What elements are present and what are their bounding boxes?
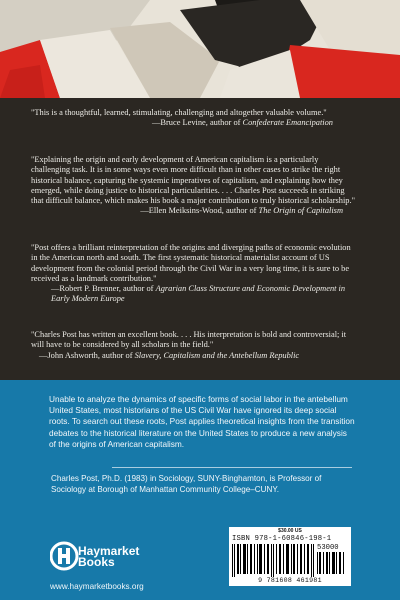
cover-artwork [0,0,400,98]
ean-digits: 9 781608 461981 [258,577,322,584]
divider [112,467,352,468]
publisher-logo [50,541,140,573]
review-quote: "This is a thoughtful, learned, stimulating, challenging and altogether valuable volume." [31,108,327,117]
book-description: Unable to analyze the dynamics of specific forms of social labor in the antebellum United States, most historians of the US Civil War have ignored its deep social roots. To search out these roots, Post applies theoretical insights from the transition debates to the historical literature on the United States to produce a new analysis of the origins of American capitalism. [49,394,355,449]
review-2 [31,155,357,217]
haymarket-logo-icon [50,541,80,571]
review-3 [31,243,357,305]
review-quote: "Post offers a brilliant reinterpretation of the origins and diverging paths of economic evolution in the American north and south. The first systematic historical materialist account of US development from the colonial period through the Civil War in a very long time, it is sure to be received as a landmark contribution." [31,243,351,283]
review-1 [31,108,357,129]
review-quote: "Charles Post has written an excellent book. . . . His interpretation is bold and controversial; it will have to be considered by all scholars in the field." [31,330,347,350]
review-attribution: —Bruce Levine, author of Confederate Emancipation [152,118,333,128]
addon-barcode-icon [317,552,345,574]
review-attribution: —Ellen Meiksins-Wood, author of The Origin of Capitalism [140,206,343,216]
price-addon-code: 53000 [317,544,345,574]
ean-barcode-icon [231,544,315,577]
description-panel [0,380,400,600]
review-attribution: —John Ashworth, author of Slavery, Capitalism and the Antebellum Republic [39,350,300,360]
publisher-name: Haymarket Books [78,544,140,569]
author-bio: Charles Post, Ph.D. (1983) in Sociology, SUNY-Binghamton, is Professor of Sociology at Borough of Manhattan Community College–CUNY. [51,474,322,494]
review-4 [31,330,357,361]
barcode [229,527,351,586]
reviews-panel [0,98,400,380]
price-label: $30.00 US [278,528,302,534]
review-quote: "Explaining the origin and early development of American capitalism is a particularly challenging task. It is in some ways even more difficult than in other cases to strike the right historical balance, capturing the systemic imperatives of capitalism, and explaining how they emerged, while doing justice to historical particularities. . . . Charles Post succeeds in striking that difficult balance, which makes his book a major contribution to truly historical scholarship." [31,155,355,206]
review-attribution: —Robert P. Brenner, author of Agrarian Class Structure and Economic Development in Early Modern Europe [51,284,346,304]
isbn-label: ISBN 978-1-60846-198-1 [232,535,332,543]
publisher-url: www.haymarketbooks.org [50,582,144,591]
